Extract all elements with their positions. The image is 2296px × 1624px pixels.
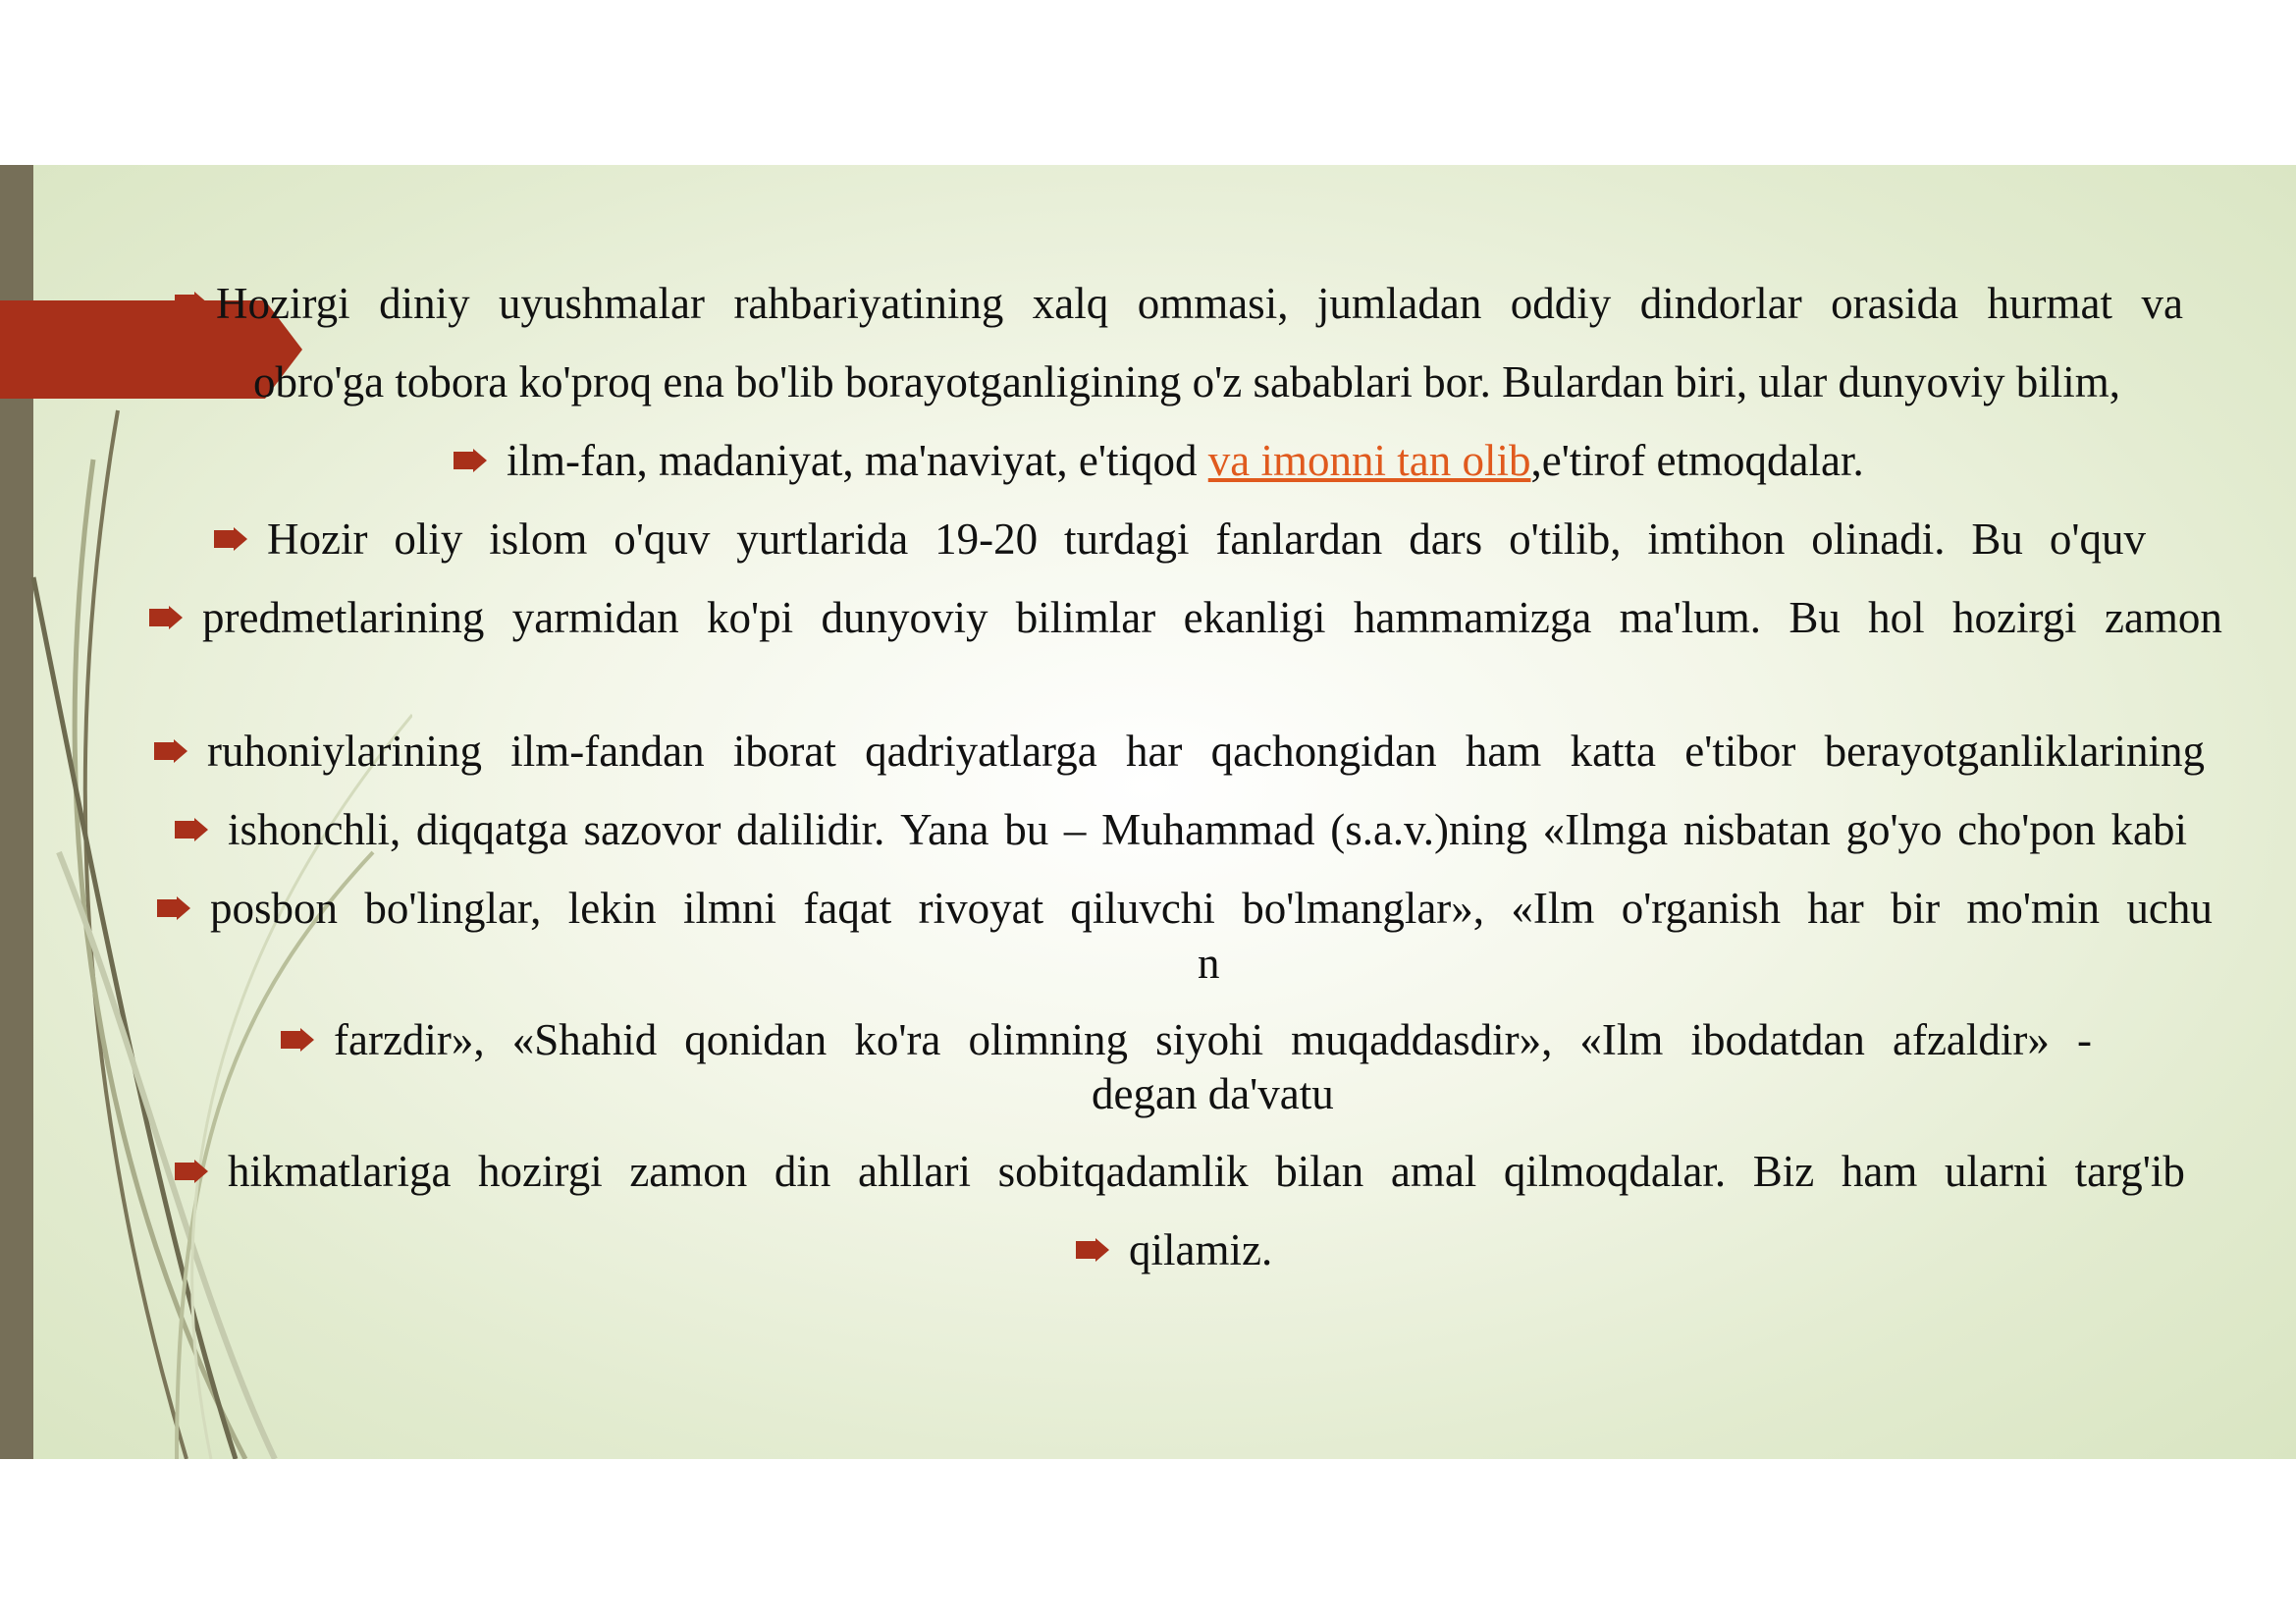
line-text: [202, 591, 2222, 644]
word: Hozir: [267, 514, 368, 564]
word: o'quv: [614, 514, 711, 564]
line-text: [210, 882, 2213, 935]
word: zamon: [2104, 593, 2222, 642]
line-text: [228, 1145, 2185, 1198]
word: ilmni: [683, 884, 777, 933]
word: uyushmalar: [499, 279, 705, 328]
right-arrow-bullet-icon: [157, 882, 190, 935]
word: ibodatdan: [1690, 1015, 1865, 1064]
word: bu: [1004, 805, 1049, 854]
line-text: [334, 1013, 2092, 1066]
word: uchu: [2126, 884, 2213, 933]
word: dalilidir.: [736, 805, 885, 854]
word: dindorlar: [1639, 279, 1802, 328]
highlighted-link[interactable]: va imonni tan olib: [1207, 436, 1531, 485]
line-text: ilm-fan, madaniyat, ma'naviyat, e'tiqod: [507, 436, 1198, 485]
word: targ'ib: [2074, 1147, 2185, 1196]
word: qiluvchi: [1070, 884, 1215, 933]
right-arrow-bullet-icon: [175, 1145, 208, 1198]
word: ahllari: [858, 1147, 971, 1196]
right-arrow-bullet-icon: [214, 513, 247, 566]
line-text: qilamiz.: [1129, 1225, 1273, 1274]
word: «Ilm: [1579, 1015, 1664, 1064]
word: orasida: [1831, 279, 1959, 328]
word: diniy: [379, 279, 470, 328]
word: afzaldir»: [1893, 1015, 2050, 1064]
word: har: [1807, 884, 1864, 933]
word: olimning: [968, 1015, 1128, 1064]
word: Bu: [1971, 514, 2023, 564]
word: sazovor: [583, 805, 721, 854]
word: e'tibor: [1684, 727, 1796, 776]
word: din: [774, 1147, 831, 1196]
line-text: [207, 725, 2205, 778]
word: -: [2076, 1015, 2092, 1064]
word: o'rganish: [1621, 884, 1781, 933]
word: o'tilib,: [1509, 514, 1622, 564]
word: hozirgi: [478, 1147, 603, 1196]
word: hol: [1868, 593, 1925, 642]
word: kabi: [2110, 805, 2187, 854]
word: go'yo: [1845, 805, 1943, 854]
word: posbon: [210, 884, 339, 933]
word: va: [2141, 279, 2183, 328]
word: Bu: [1789, 593, 1841, 642]
word: amal: [1390, 1147, 1477, 1196]
right-arrow-bullet-icon: [175, 277, 208, 330]
line-text: obro'ga tobora ko'proq ena bo'lib borayotganligining o'z sabablari bor. Bulardan biri, ular dunyoviy bilim,: [253, 357, 2121, 406]
word: bir: [1891, 884, 1941, 933]
word: «Ilmga: [1542, 805, 1669, 854]
word: siyohi: [1155, 1015, 1264, 1064]
word: (s.a.v.)ning: [1330, 805, 1527, 854]
word: ham: [1841, 1147, 1918, 1196]
word: qilmoqdalar.: [1503, 1147, 1727, 1196]
word: cho'pon: [1957, 805, 2096, 854]
word: ham: [1465, 727, 1542, 776]
word: o'quv: [2049, 514, 2146, 564]
word: bilimlar: [1015, 593, 1156, 642]
word: nisbatan: [1682, 805, 1831, 854]
line-text: [267, 513, 2146, 566]
word: rivoyat: [918, 884, 1044, 933]
word: dunyoviy: [821, 593, 988, 642]
word: faqat: [803, 884, 892, 933]
wrapped-fragment: degan da'vatu: [1092, 1069, 1334, 1118]
word: har: [1125, 727, 1183, 776]
word: muqaddasdir»,: [1291, 1015, 1553, 1064]
right-arrow-bullet-icon: [1076, 1223, 1109, 1276]
word: Biz: [1752, 1147, 1815, 1196]
word: rahbariyatining: [733, 279, 1004, 328]
right-arrow-bullet-icon: [281, 1013, 314, 1066]
word: sobitqadamlik: [997, 1147, 1249, 1196]
word: imtihon: [1647, 514, 1786, 564]
word: yarmidan: [511, 593, 679, 642]
word: qadriyatlarga: [865, 727, 1097, 776]
word: Hozirgi: [216, 279, 350, 328]
word: iborat: [732, 727, 836, 776]
word: ilm-fandan: [510, 727, 705, 776]
word: xalq: [1032, 279, 1109, 328]
word: «Ilm: [1511, 884, 1595, 933]
word: ko'pi: [707, 593, 794, 642]
word: hammamizga: [1353, 593, 1592, 642]
word: oddiy: [1510, 279, 1612, 328]
word: berayotganliklarining: [1824, 727, 2205, 776]
word: ruhoniylarining: [207, 727, 482, 776]
word: ko'ra: [854, 1015, 941, 1064]
word: ekanligi: [1183, 593, 1326, 642]
word: ishonchli,: [228, 805, 401, 854]
word: mo'min: [1966, 884, 2101, 933]
word: bo'linglar,: [364, 884, 542, 933]
word: oliy: [394, 514, 463, 564]
word: olinadi.: [1811, 514, 1946, 564]
word: «Shahid: [511, 1015, 658, 1064]
word: –: [1063, 805, 1087, 854]
word: zamon: [629, 1147, 748, 1196]
line-text-tail: ,e'tirof etmoqdalar.: [1530, 436, 1864, 485]
right-arrow-bullet-icon: [454, 434, 487, 487]
word: katta: [1570, 727, 1657, 776]
word: yurtlarida: [736, 514, 909, 564]
line-text: [228, 803, 2187, 856]
word: ma'lum.: [1619, 593, 1761, 642]
right-arrow-bullet-icon: [175, 803, 208, 856]
word: bilan: [1275, 1147, 1364, 1196]
right-arrow-bullet-icon: [154, 725, 187, 778]
word: diqqatga: [415, 805, 568, 854]
word: qonidan: [684, 1015, 828, 1064]
word: hurmat: [1987, 279, 2112, 328]
word: Muhammad: [1101, 805, 1315, 854]
word: 19-20: [934, 514, 1039, 564]
word: islom: [489, 514, 588, 564]
word: dars: [1409, 514, 1483, 564]
word: lekin: [567, 884, 657, 933]
wrapped-fragment: n: [1198, 939, 1220, 988]
word: hozirgi: [1952, 593, 2077, 642]
line-text: [216, 277, 2183, 330]
right-arrow-bullet-icon: [149, 591, 183, 644]
word: jumladan: [1316, 279, 1482, 328]
word: fanlardan: [1215, 514, 1383, 564]
word: ularni: [1945, 1147, 2048, 1196]
word: bo'lmanglar»,: [1242, 884, 1485, 933]
word: farzdir»,: [334, 1015, 485, 1064]
word: Yana: [900, 805, 989, 854]
word: hikmatlariga: [228, 1147, 452, 1196]
word: ommasi,: [1137, 279, 1289, 328]
word: predmetlarining: [202, 593, 485, 642]
word: qachongidan: [1210, 727, 1437, 776]
word: turdagi: [1064, 514, 1190, 564]
